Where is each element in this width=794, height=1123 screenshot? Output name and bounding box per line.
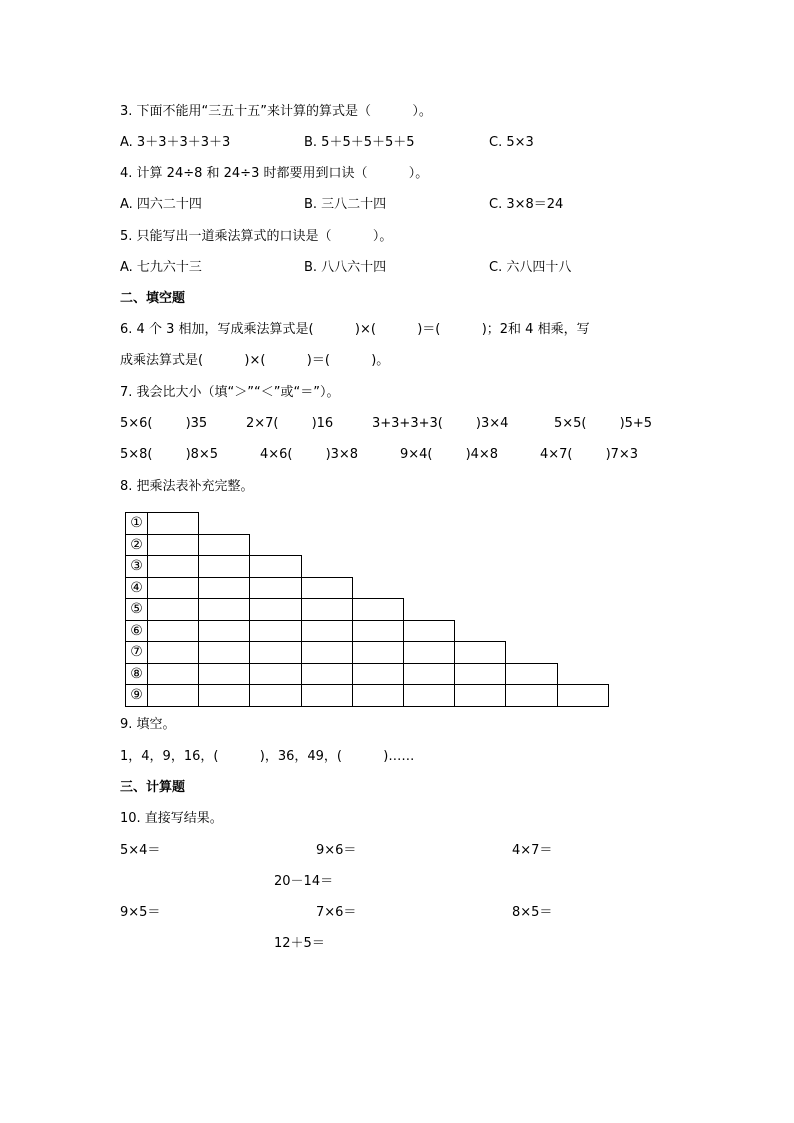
q4-option-b: B. 三八二十四 bbox=[304, 197, 387, 212]
q10-expr-2: 9×6＝ bbox=[316, 843, 357, 858]
table-cell[interactable] bbox=[198, 598, 250, 621]
table-cell[interactable] bbox=[249, 663, 301, 686]
table-cell[interactable] bbox=[147, 555, 199, 578]
q3-option-c: C. 5×3 bbox=[489, 135, 534, 150]
table-cell[interactable] bbox=[147, 620, 199, 643]
row-number-label: ② bbox=[125, 534, 148, 557]
table-cell[interactable] bbox=[505, 684, 557, 707]
q4-text: 4. 计算 24÷8 和 24÷3 时都要用到口诀（ ）。 bbox=[120, 166, 429, 181]
q10-expr-8: 12＋5＝ bbox=[274, 936, 325, 951]
table-cell[interactable] bbox=[301, 663, 353, 686]
table-cell[interactable] bbox=[147, 684, 199, 707]
table-cell[interactable] bbox=[198, 534, 250, 557]
q3-option-a: A. 3＋3＋3＋3＋3 bbox=[120, 135, 231, 150]
q7-compare-6: 4×6( )3×8 bbox=[260, 447, 359, 462]
table-cell[interactable] bbox=[301, 641, 353, 664]
table-cell[interactable] bbox=[249, 598, 301, 621]
table-cell[interactable] bbox=[198, 555, 250, 578]
table-cell[interactable] bbox=[147, 598, 199, 621]
q10-expr-1: 5×4＝ bbox=[120, 843, 161, 858]
table-cell[interactable] bbox=[147, 641, 199, 664]
row-number-label: ③ bbox=[125, 555, 148, 578]
q7-compare-5: 5×8( )8×5 bbox=[120, 447, 219, 462]
row-number-label: ⑧ bbox=[125, 663, 148, 686]
table-cell[interactable] bbox=[249, 620, 301, 643]
table-cell[interactable] bbox=[249, 555, 301, 578]
table-cell[interactable] bbox=[301, 620, 353, 643]
q6-line1: 6. 4 个 3 相加，写成乘法算式是( )×( )＝( )；2和 4 相乘，写 bbox=[120, 322, 590, 337]
table-cell[interactable] bbox=[198, 663, 250, 686]
q3-text: 3. 下面不能用“三五十五”来计算的算式是（ ）。 bbox=[120, 104, 432, 119]
table-cell[interactable] bbox=[352, 641, 404, 664]
table-cell[interactable] bbox=[249, 684, 301, 707]
table-cell[interactable] bbox=[352, 620, 404, 643]
table-cell[interactable] bbox=[249, 577, 301, 600]
q5-text: 5. 只能写出一道乘法算式的口诀是（ ）。 bbox=[120, 229, 393, 244]
table-cell[interactable] bbox=[198, 641, 250, 664]
table-cell[interactable] bbox=[505, 663, 557, 686]
row-number-label: ⑦ bbox=[125, 641, 148, 664]
q5-option-b: B. 八八六十四 bbox=[304, 260, 387, 275]
q4-option-a: A. 四六二十四 bbox=[120, 197, 202, 212]
table-cell[interactable] bbox=[147, 534, 199, 557]
table-cell[interactable] bbox=[198, 620, 250, 643]
table-cell[interactable] bbox=[198, 684, 250, 707]
q10-expr-5: 9×5＝ bbox=[120, 905, 161, 920]
table-cell[interactable] bbox=[454, 641, 506, 664]
table-cell[interactable] bbox=[301, 684, 353, 707]
q10-expr-3: 4×7＝ bbox=[512, 843, 553, 858]
q7-compare-3: 3+3+3+3( )3×4 bbox=[372, 416, 509, 431]
q5-option-a: A. 七九六十三 bbox=[120, 260, 202, 275]
row-number-label: ⑤ bbox=[125, 598, 148, 621]
q10-title: 10. 直接写结果。 bbox=[120, 811, 223, 826]
row-number-label: ⑥ bbox=[125, 620, 148, 643]
table-cell[interactable] bbox=[403, 663, 455, 686]
q9-sequence: 1，4，9，16，( )，36，49，( )…… bbox=[120, 749, 415, 764]
q7-compare-1: 5×6( )35 bbox=[120, 416, 208, 431]
table-cell[interactable] bbox=[352, 598, 404, 621]
q10-expr-7: 8×5＝ bbox=[512, 905, 553, 920]
table-cell[interactable] bbox=[557, 684, 609, 707]
table-cell[interactable] bbox=[301, 577, 353, 600]
row-number-label: ① bbox=[125, 512, 148, 535]
q10-expr-4: 20－14＝ bbox=[274, 874, 334, 889]
q10-expr-6: 7×6＝ bbox=[316, 905, 357, 920]
table-cell[interactable] bbox=[454, 684, 506, 707]
q9-title: 9. 填空。 bbox=[120, 717, 176, 732]
table-cell[interactable] bbox=[147, 663, 199, 686]
q7-compare-4: 5×5( )5+5 bbox=[554, 416, 653, 431]
table-cell[interactable] bbox=[403, 620, 455, 643]
q8-title: 8. 把乘法表补充完整。 bbox=[120, 479, 254, 494]
table-cell[interactable] bbox=[147, 512, 199, 535]
q7-title: 7. 我会比大小（填“＞”“＜”或“＝”）。 bbox=[120, 385, 340, 400]
table-cell[interactable] bbox=[198, 577, 250, 600]
q7-compare-7: 9×4( )4×8 bbox=[400, 447, 499, 462]
table-cell[interactable] bbox=[352, 663, 404, 686]
table-cell[interactable] bbox=[301, 598, 353, 621]
row-number-label: ④ bbox=[125, 577, 148, 600]
section-calculation-heading: 三、计算题 bbox=[120, 780, 186, 795]
table-cell[interactable] bbox=[147, 577, 199, 600]
section-fill-in-heading: 二、填空题 bbox=[120, 291, 186, 306]
table-cell[interactable] bbox=[403, 641, 455, 664]
table-cell[interactable] bbox=[403, 684, 455, 707]
q3-option-b: B. 5＋5＋5＋5＋5 bbox=[304, 135, 415, 150]
table-cell[interactable] bbox=[249, 641, 301, 664]
row-number-label: ⑨ bbox=[125, 684, 148, 707]
table-cell[interactable] bbox=[352, 684, 404, 707]
q6-line2: 成乘法算式是( )×( )＝( )。 bbox=[120, 353, 390, 368]
q5-option-c: C. 六八四十八 bbox=[489, 260, 572, 275]
table-cell[interactable] bbox=[454, 663, 506, 686]
q7-compare-8: 4×7( )7×3 bbox=[540, 447, 639, 462]
q7-compare-2: 2×7( )16 bbox=[246, 416, 334, 431]
q4-option-c: C. 3×8＝24 bbox=[489, 197, 564, 212]
